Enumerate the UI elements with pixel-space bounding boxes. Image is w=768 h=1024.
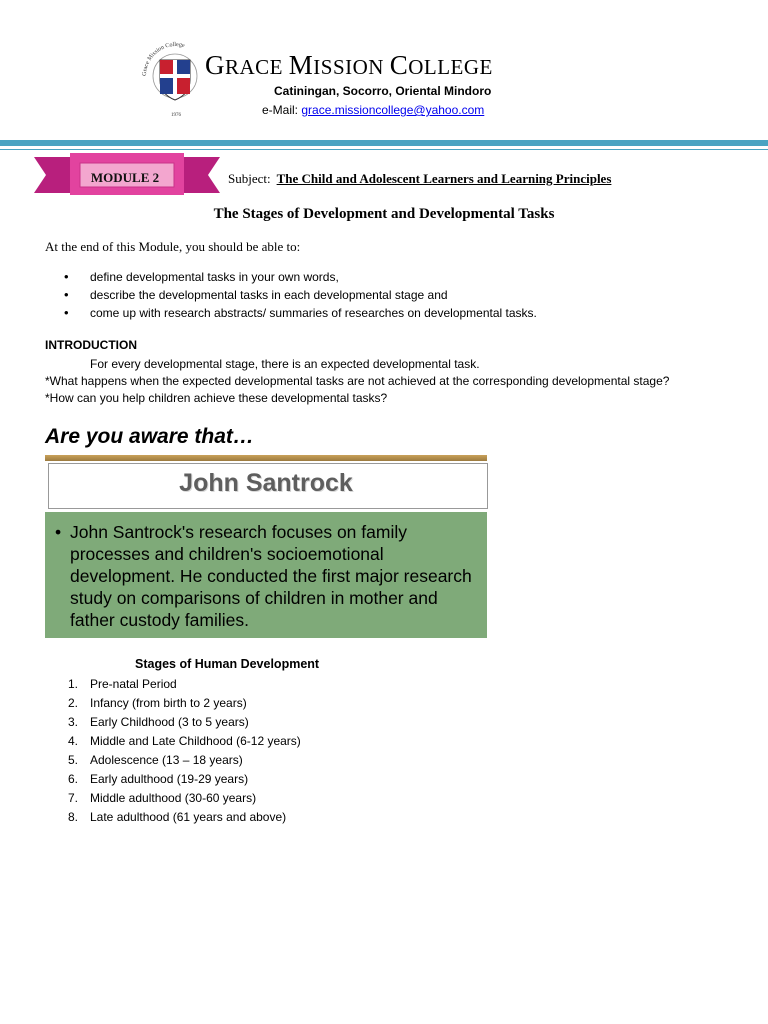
module-label: MODULE 2: [90, 170, 160, 185]
logo-year: 1976: [171, 113, 181, 118]
introduction-line: For every developmental stage, there is an expected developmental task.: [90, 357, 480, 371]
list-item: 4. Middle and Late Childhood (6-12 years): [68, 734, 301, 748]
email-label: e-Mail:: [262, 103, 302, 117]
stages-list: [68, 675, 301, 827]
list-item: 6. Early adulthood (19-29 years): [68, 772, 249, 786]
introduction-line: *How can you help children achieve these developmental tasks?: [45, 391, 388, 405]
subject-title: The Child and Adolescent Learners and Learning Principles: [276, 171, 612, 186]
objectives-intro: At the end of this Module, you should be able to:: [45, 239, 301, 254]
introduction-heading: INTRODUCTION: [45, 338, 137, 352]
slide-text: [55, 521, 475, 631]
document-title: The Stages of Development and Developmental Tasks: [213, 206, 555, 222]
stages-heading: Stages of Human Development: [135, 657, 320, 671]
list-item: 2. Infancy (from birth to 2 years): [68, 696, 247, 710]
svg-text:Grace Mission College: Grace Mission College: [141, 41, 186, 77]
slide-top-bar: [45, 455, 487, 461]
list-item: • describe the developmental tasks in each developmental stage and: [62, 286, 537, 304]
college-address: Catiningan, Socorro, Oriental Mindoro: [274, 84, 492, 98]
slide-title: John Santrock: [179, 469, 353, 497]
email-line: [262, 103, 484, 117]
email-link[interactable]: grace.missioncollege@yahoo.com: [301, 103, 485, 117]
list-item: 7. Middle adulthood (30-60 years): [68, 791, 257, 805]
list-item: 3. Early Childhood (3 to 5 years): [68, 715, 249, 729]
subject-line: [228, 171, 611, 187]
objectives-list: [62, 268, 537, 322]
list-item: • define developmental tasks in your own words,: [62, 268, 537, 286]
list-item: 8. Late adulthood (61 years and above): [68, 810, 287, 824]
header-divider-thin: [0, 149, 768, 150]
header-divider: [0, 140, 768, 146]
subject-label: Subject:: [228, 171, 271, 186]
college-name: GRACE MISSION COLLEGE: [205, 50, 493, 80]
slide-paragraph: John Santrock's research focuses on family processes and children's socioemotional development. He conducted the first major research study on comparisons of children in mother and father custody families.: [70, 522, 472, 630]
aware-heading: Are you aware that…: [45, 425, 254, 448]
logo-ring-text: [138, 40, 214, 120]
introduction-line: *What happens when the expected developmental tasks are not achieved at the corresponding developmental stage?: [45, 374, 670, 388]
list-item: 1. Pre-natal Period: [68, 677, 177, 691]
santrock-slide: [45, 455, 487, 638]
list-item: 5. Adolescence (13 – 18 years): [68, 753, 243, 767]
list-item: • come up with research abstracts/ summaries of researches on developmental tasks.: [62, 304, 537, 322]
slide-bullet: •: [55, 522, 62, 542]
